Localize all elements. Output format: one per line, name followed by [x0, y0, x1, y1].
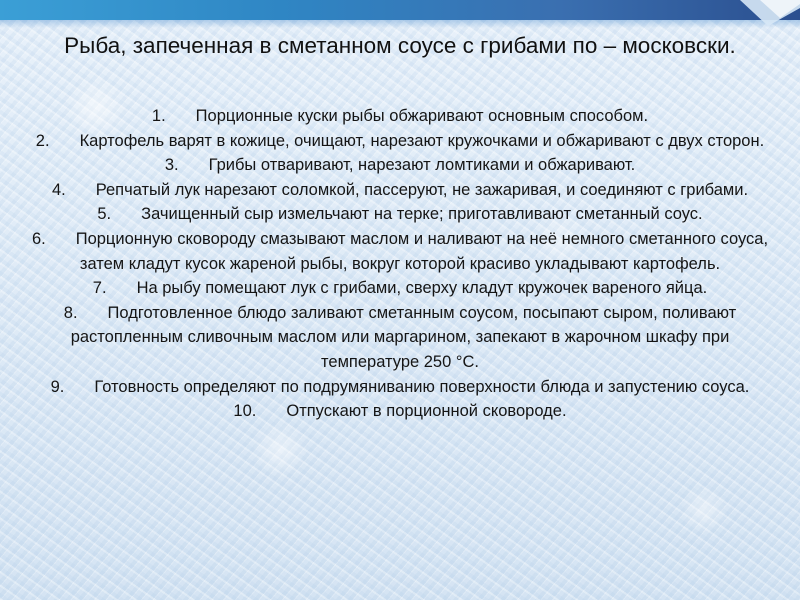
- slide-title: Рыба, запеченная в сметанном соусе с грибами по – московски.: [64, 33, 736, 58]
- step-text: Подготовленное блюдо заливают сметанным соусом, посыпают сыром, поливают растопленным сливочным маслом или маргарином, запекают в жарочном шкафу при температуре 250 °С.: [70, 303, 737, 371]
- step-text: Порционные куски рыбы обжаривают основным способом.: [195, 107, 649, 125]
- step-text: Картофель варят в кожице, очищают, нарезают кружочками и обжаривают с двух сторон.: [79, 131, 765, 150]
- step-number: 6.: [31, 229, 46, 248]
- step-text: Репчатый лук нарезают соломкой, пассеруют, не зажаривая, и соединяют с грибами.: [95, 180, 749, 199]
- recipe-step: [20, 227, 780, 276]
- recipe-step: [20, 202, 780, 227]
- step-number: 1.: [151, 107, 166, 125]
- recipe-step: [20, 129, 780, 154]
- step-number: 10.: [233, 402, 257, 421]
- step-text: Отпускают в порционной сковороде.: [286, 402, 567, 421]
- recipe-step: [20, 178, 780, 203]
- top-decorative-band: [0, 0, 800, 20]
- recipe-step: [20, 276, 780, 301]
- recipe-step: [20, 104, 780, 129]
- step-number: 2.: [35, 131, 50, 150]
- step-number: 3.: [164, 156, 179, 175]
- step-text: Готовность определяют по подрумяниванию поверхности блюда и запустению соуса.: [94, 377, 750, 396]
- step-number: 7.: [92, 279, 107, 298]
- recipe-step: [20, 399, 780, 424]
- step-text: Грибы отваривают, нарезают ломтиками и обжаривают.: [208, 156, 636, 175]
- recipe-steps-list: [20, 104, 780, 424]
- step-text: На рыбу помещают лук с грибами, сверху кладут кружочек вареного яйца.: [136, 279, 708, 298]
- step-number: 8.: [63, 303, 78, 322]
- step-text: Зачищенный сыр измельчают на терке; приготавливают сметанный соус.: [141, 205, 703, 224]
- step-number: 5.: [97, 205, 112, 224]
- recipe-step: [20, 301, 780, 375]
- corner-ribbon-decoration: [730, 0, 800, 28]
- step-text: Порционную сковороду смазывают маслом и наливают на неё немного сметанного соуса, затем кладут кусок жареной рыбы, вокруг которой красиво укладывают картофель.: [75, 229, 769, 273]
- recipe-step: [20, 153, 780, 178]
- step-number: 9.: [50, 377, 65, 396]
- recipe-step: [20, 375, 780, 400]
- step-number: 4.: [51, 180, 66, 199]
